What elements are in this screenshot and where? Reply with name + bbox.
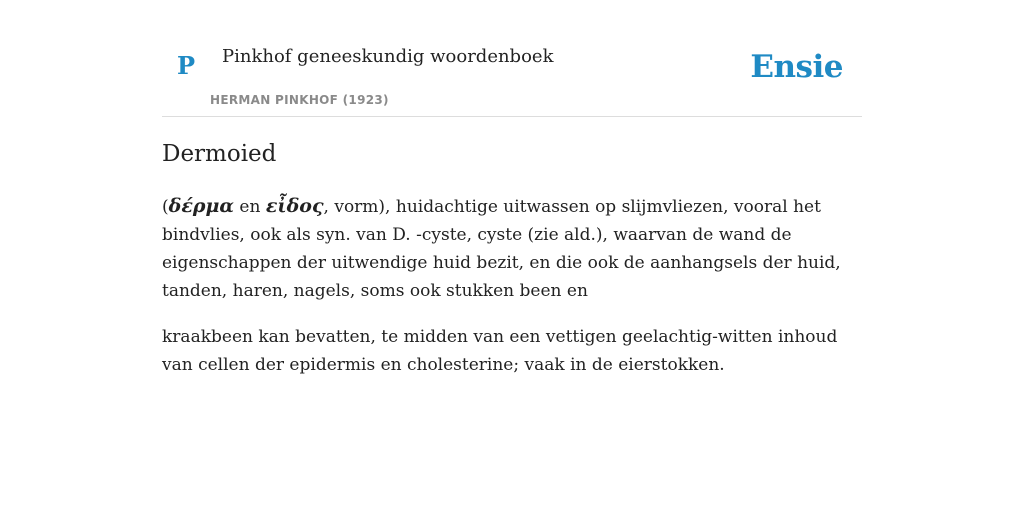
entry-paragraph-1 [162,192,862,305]
connector-text: en [234,197,266,217]
dictionary-title[interactable]: Pinkhof geneeskundig woordenboek [222,46,554,67]
entry-paragraph-2: kraakbeen kan bevatten, te midden van een vettigen geelachtig-witten inhoud van cellen der epidermis en cholesterine; vaak in de eierstokken. [162,327,838,375]
entry-title: Dermoied [162,141,277,167]
dictionary-header [162,0,862,117]
ensie-logo[interactable]: Ensie [750,49,843,85]
open-paren: ( [162,197,169,217]
greek-term-derma: δέρμα [168,195,235,217]
dictionary-author: HERMAN PINKHOF (1923) [210,93,389,107]
greek-term-eidos: εἶδος [265,195,324,217]
definition-text: , vorm), huidachtige uitwassen op slijmvliezen, vooral het bindvlies, ook als syn. van D. -cyste, cyste (zie ald.), waarvan de wand de eigenschappen der uitwendige huid bezit, en die ook de aanhangsels der huid, tanden, haren, nagels, soms ook stukken been en [162,197,841,301]
dictionary-logo[interactable]: P [177,51,196,80]
